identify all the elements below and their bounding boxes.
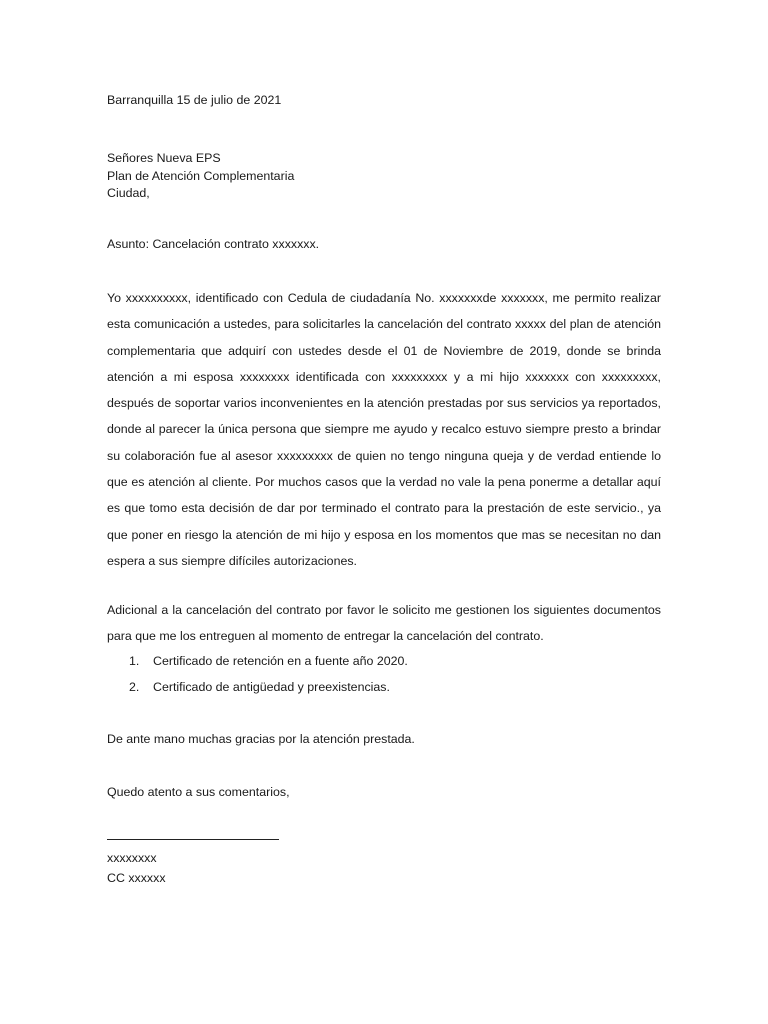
list-item [129,680,390,694]
list-item [129,654,408,668]
subject-line: Asunto: Cancelación contrato xxxxxxx. [107,237,320,251]
list-item-number: 1. [129,654,140,668]
date-line: Barranquilla 15 de julio de 2021 [107,93,282,107]
recipient-line-2: Plan de Atención Complementaria [107,169,295,183]
signature-name: xxxxxxxx [107,851,157,865]
list-item-number: 2. [129,680,140,694]
closing-line: Quedo atento a sus comentarios, [107,785,290,799]
signature-id: CC xxxxxx [107,871,166,885]
signature-line [107,839,279,840]
recipient-line-3: Ciudad, [107,186,150,200]
list-item-text: Certificado de antigüedad y preexistencias. [153,680,390,694]
list-item-text: Certificado de retención en a fuente año 2020. [153,654,408,668]
thanks-line: De ante mano muchas gracias por la atención prestada. [107,732,415,746]
body-paragraph-1: Yo xxxxxxxxxx, identificado con Cedula de ciudadanía No. xxxxxxxde xxxxxxx, me permito realizar esta comunicación a ustedes, para solicitarles la cancelación del contrato xxxxx del plan de atención complementaria que adquirí con ustedes desde el 01 de Noviembre de 2019, donde se brinda atención a mi esposa xxxxxxxx identificada con xxxxxxxxx y a mi hijo xxxxxxx con xxxxxxxxx, después de soportar varios inconvenientes en la atención prestadas por sus servicios ya reportados, donde al parecer la única persona que siempre me ayudo y recalco estuvo siempre presto a brindar su colaboración fue al asesor xxxxxxxxx de quien no tengo ninguna queja y de verdad entiende lo que es atención al cliente. Por muchos casos que la verdad no vale la pena ponerme a detallar aquí es que tomo esta decisión de dar por terminado el contrato para la prestación de este servicio., ya que poner en riesgo la atención de mi hijo y esposa en los momentos que mas se necesitan no dan espera a sus siempre difíciles autorizaciones. [107,291,661,568]
recipient-line-1: Señores Nueva EPS [107,151,221,165]
body-paragraph-2: Adicional a la cancelación del contrato por favor le solicito me gestionen los siguientes documentos para que me los entreguen al momento de entregar la cancelación del contrato. [107,603,661,644]
